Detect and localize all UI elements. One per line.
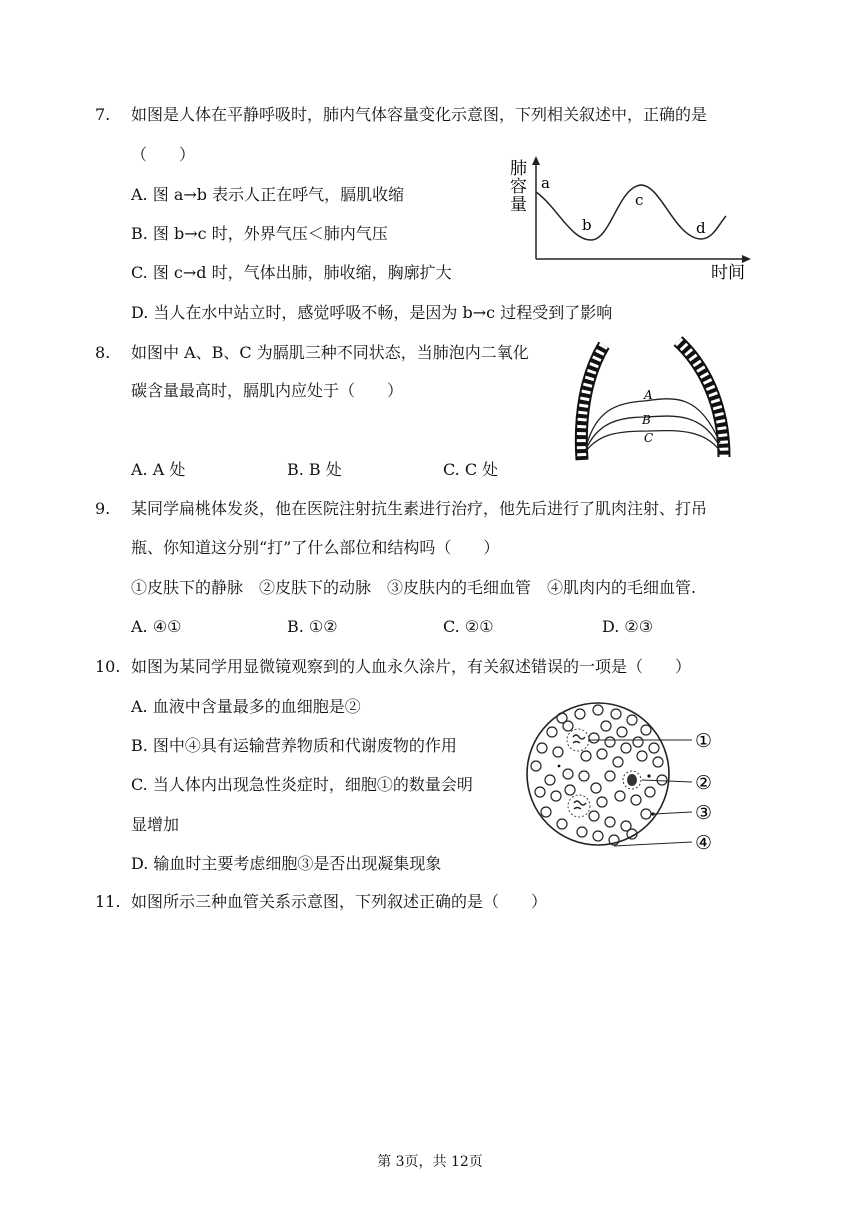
q10-option-d: D. 输血时主要考虑细胞③是否出现凝集现象 xyxy=(131,854,442,873)
diaphragm-diagram xyxy=(574,335,738,467)
left-rib-wall xyxy=(581,345,604,460)
q10-option-c: C. 当人体内出现急性炎症时，细胞①的数量会明 xyxy=(131,775,473,794)
graph-xlabel: 时间 xyxy=(711,263,745,282)
q10-number: 10. xyxy=(95,657,121,676)
graph-ylabel-1: 肺 xyxy=(510,159,527,179)
q8-option-b: B. B 处 xyxy=(287,460,342,479)
q9-option-c: C. ②① xyxy=(443,617,494,636)
q9-statements: ①皮肤下的静脉 ②皮肤下的动脉 ③皮肤内的毛细血管 ④肌肉内的毛细血管. xyxy=(131,578,697,597)
lung-volume-graph xyxy=(505,152,760,282)
page-footer: 第 3页，共 12页 xyxy=(377,1154,483,1170)
leader-line-4 xyxy=(614,842,692,846)
graph-ylabel-3: 量 xyxy=(510,195,527,215)
q11-stem: 如图所示三种血管关系示意图，下列叙述正确的是（ ） xyxy=(131,892,548,911)
microscope-field xyxy=(527,703,669,845)
q11-number: 11. xyxy=(95,892,121,911)
q7-option-a: A. 图 a→b 表示人正在呼气，膈肌收缩 xyxy=(131,185,405,204)
q8-stem-line1: 如图中 A、B、C 为膈肌三种不同状态，当肺泡内二氧化 xyxy=(131,343,529,362)
q9-stem-line1: 某同学扁桃体发炎，他在医院注射抗生素进行治疗，他先后进行了肌肉注射、打吊 xyxy=(131,499,708,518)
q8-stem-line2: 碳含量最高时，膈肌内应处于（ ） xyxy=(131,381,404,400)
q8-option-a: A. A 处 xyxy=(131,460,186,479)
leader-line-3 xyxy=(653,812,692,814)
q9-option-d: D. ②③ xyxy=(602,617,654,636)
smear-label-1: ① xyxy=(695,730,713,752)
q7-option-d: D. 当人在水中站立时，感觉呼吸不畅，是因为 b→c 过程受到了影响 xyxy=(131,303,613,322)
graph-ylabel-2: 容 xyxy=(510,177,527,197)
graph-point-c: c xyxy=(635,191,644,209)
q10-stem: 如图为某同学用显微镜观察到的人血永久涂片，有关叙述错误的一项是（ ） xyxy=(131,657,692,676)
q9-option-a: A. ④① xyxy=(131,617,182,636)
q9-number: 9. xyxy=(95,499,111,518)
white-blood-cell-3-nucleus xyxy=(627,774,637,786)
q8-number: 8. xyxy=(95,343,111,362)
graph-point-b: b xyxy=(582,216,592,234)
q7-option-b: B. 图 b→c 时，外界气压＜肺内气压 xyxy=(131,224,388,243)
diaphragm-label-a: A xyxy=(644,388,653,402)
graph-x-arrow xyxy=(742,255,751,263)
q7-option-c: C. 图 c→d 时，气体出肺，肺收缩，胸廓扩大 xyxy=(131,263,452,282)
graph-point-d: d xyxy=(696,219,706,237)
q10-option-c-cont: 显增加 xyxy=(131,815,180,834)
diaphragm-label-c: C xyxy=(644,431,654,445)
platelet xyxy=(647,774,650,777)
diaphragm-label-b: B xyxy=(642,413,651,427)
smear-label-2: ② xyxy=(695,772,713,794)
q10-option-b: B. 图中④具有运输营养物质和代谢废物的作用 xyxy=(131,736,457,755)
graph-point-a: a xyxy=(541,174,550,192)
smear-label-3: ③ xyxy=(695,802,713,824)
graph-y-arrow xyxy=(532,156,540,165)
q9-stem-line2: 瓶、你知道这分别“打”了什么部位和结构吗（ ） xyxy=(131,538,500,557)
q7-number: 7. xyxy=(95,105,111,124)
q8-option-c: C. C 处 xyxy=(443,460,499,479)
q7-answer-paren: （ ） xyxy=(131,145,196,164)
q7-stem: 如图是人体在平静呼吸时，肺内气体容量变化示意图，下列相关叙述中，正确的是 xyxy=(131,105,708,124)
q10-option-a: A. 血液中含量最多的血细胞是② xyxy=(131,697,361,716)
blood-smear-diagram xyxy=(522,696,752,860)
platelet xyxy=(558,765,561,768)
smear-label-4: ④ xyxy=(695,832,713,854)
q9-option-b: B. ①② xyxy=(287,617,338,636)
